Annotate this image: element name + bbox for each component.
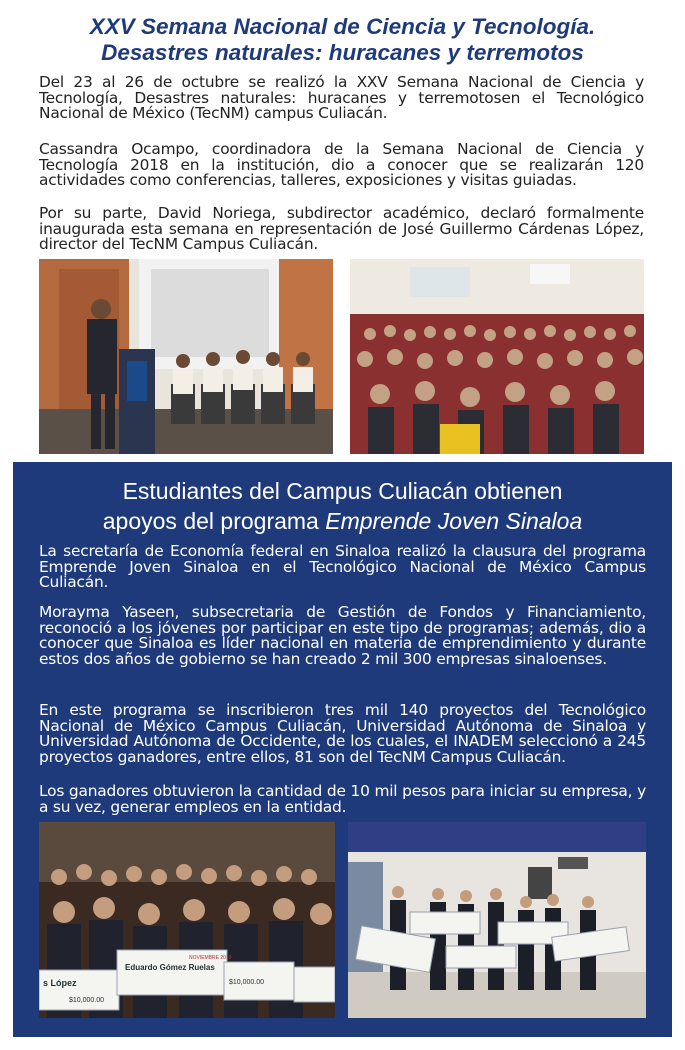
- title-line-1: XXV Semana Nacional de Ciencia y Tecnología.: [89, 14, 596, 39]
- winners-checks-photo: [348, 822, 646, 1018]
- article-paragraph: Los ganadores obtuvieron la cantidad de 10 mil pesos para iniciar su empresa, y a su vez, generar empleos en la entidad.: [39, 782, 646, 816]
- auditorium-audience-photo: [350, 259, 644, 454]
- check-amount-text: $10,000.00: [69, 997, 105, 1004]
- check-name-text: Eduardo Gómez Ruelas: [125, 963, 215, 972]
- winners-group-photo: [39, 822, 335, 1018]
- semana-nacional-article: [0, 0, 685, 455]
- article-paragraph: Cassandra Ocampo, coordinadora de la Semana Nacional de Ciencia y Tecnología 2018 en la institución, dio a conocer que se realizarán 120 actividades como conferencias, talleres, exposiciones y visitas guiadas.: [39, 140, 644, 189]
- emprende-joven-panel: [13, 462, 672, 1037]
- inauguration-speaker-photo: [39, 259, 333, 454]
- article-paragraph: La secretaría de Economía federal en Sinaloa realizó la clausura del programa Emprende Joven Sinaloa en el Tecnológico Nacional de México Campus Culiacán.: [39, 542, 646, 591]
- article-paragraph: En este programa se inscribieron tres mil 140 proyectos del Tecnológico Nacional de México Campus Culiacán, Universidad Autónoma de Sinaloa y Universidad Autónoma de Occidente, de los cuales, el INADEM seleccionó a 245 proyectos ganadores, entre ellos, 81 son del TecNM Campus Culiacán.: [39, 701, 646, 766]
- article-paragraph: Morayma Yaseen, subsecretaria de Gestión de Fondos y Financiamiento, reconoció a los jóvenes por participar en este tipo de programas; además, dio a conocer que Sinaloa es líder nacional en materia de emprendimiento y durante estos dos años de gobierno se han creado 2 mil 300 empresas sinaloenses.: [39, 603, 646, 668]
- article-title-semana: [20, 14, 665, 66]
- check-date-text: NOVIEMBRE 2018: [189, 955, 232, 961]
- check-name-text: s López: [43, 978, 77, 988]
- article-title-emprende: [13, 476, 672, 536]
- title-line-1: Estudiantes del Campus Culiacán obtienen: [122, 478, 563, 504]
- title-line-2-plain: apoyos del programa: [102, 508, 326, 534]
- article-paragraph: Del 23 al 26 de octubre se realizó la XXV Semana Nacional de Ciencia y Tecnología, Desastres naturales: huracanes y terremotosen el Tecnológico Nacional de México (TecNM) campus Culiacán.: [39, 73, 644, 122]
- title-line-2: Desastres naturales: huracanes y terremotos: [101, 40, 584, 65]
- check-amount-text: $10,000.00: [229, 979, 265, 986]
- program-name: Emprende Joven Sinaloa: [325, 508, 583, 534]
- article-paragraph: Por su parte, David Noriega, subdirector académico, declaró formalmente inaugurada esta semana en representación de José Guillermo Cárdenas López, director del TecNM Campus Culiacán.: [39, 204, 644, 253]
